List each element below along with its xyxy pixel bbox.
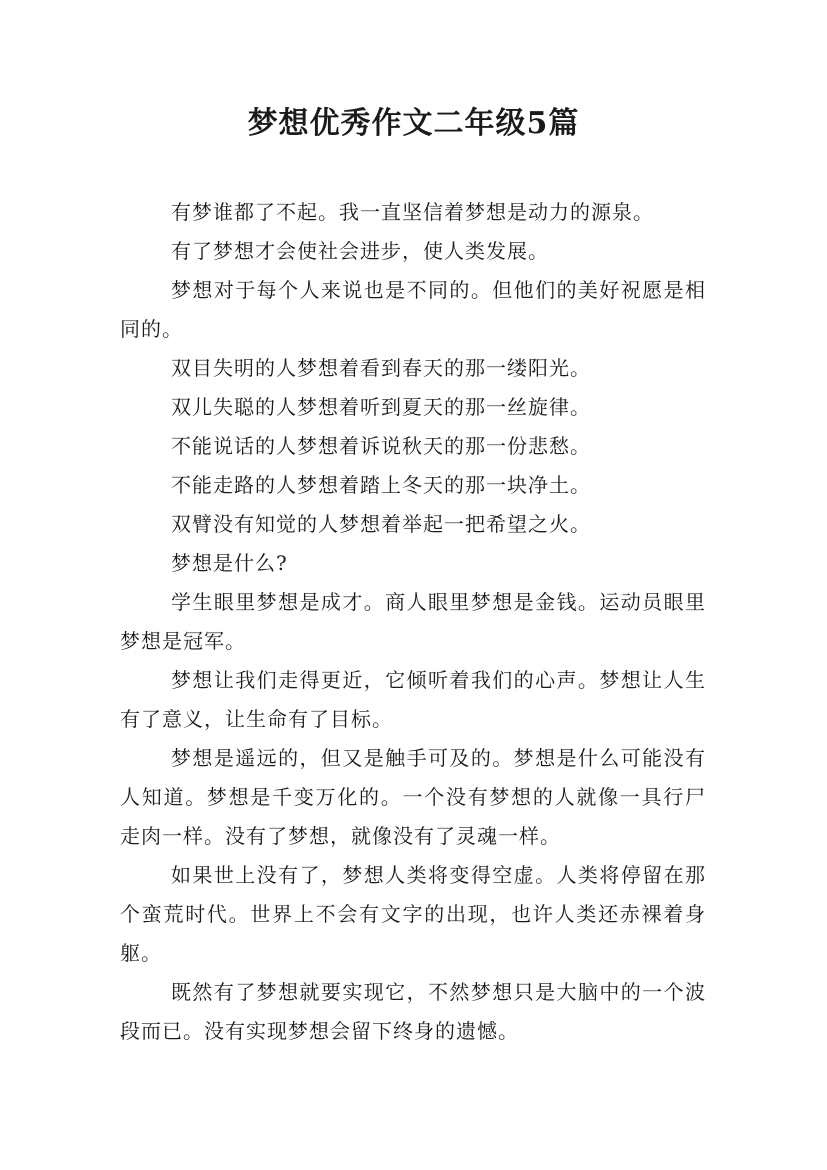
paragraph: 学生眼里梦想是成才。商人眼里梦想是金钱。运动员眼里梦想是冠军。 <box>120 590 706 653</box>
page-title: 梦想优秀作文二年级5篇 <box>247 106 580 141</box>
paragraph: 不能说话的人梦想着诉说秋天的那一份悲愁。 <box>171 434 591 458</box>
article-body <box>120 193 706 1051</box>
paragraph: 梦想对于每个人来说也是不同的。但他们的美好祝愿是相同的。 <box>120 278 706 341</box>
paragraph: 有梦谁都了不起。我一直坚信着梦想是动力的源泉。 <box>171 200 654 224</box>
paragraph: 如果世上没有了，梦想人类将变得空虚。人类将停留在那个蛮荒时代。世界上不会有文字的出现，也许人类还赤裸着身躯。 <box>120 863 706 965</box>
paragraph: 既然有了梦想就要实现它，不然梦想只是大脑中的一个波段而已。没有实现梦想会留下终身的遗憾。 <box>120 980 706 1043</box>
paragraph: 双目失明的人梦想着看到春天的那一缕阳光。 <box>171 356 591 380</box>
paragraph: 双臂没有知觉的人梦想着举起一把希望之火。 <box>171 512 591 536</box>
paragraph: 有了梦想才会使社会进步，使人类发展。 <box>171 239 549 263</box>
paragraph: 双儿失聪的人梦想着听到夏天的那一丝旋律。 <box>171 395 591 419</box>
paragraph: 梦想是遥远的，但又是触手可及的。梦想是什么可能没有人知道。梦想是千变万化的。一个没有梦想的人就像一具行尸走肉一样。没有了梦想，就像没有了灵魂一样。 <box>120 746 706 848</box>
paragraph: 梦想让我们走得更近，它倾听着我们的心声。梦想让人生有了意义，让生命有了目标。 <box>120 668 706 731</box>
paragraph: 梦想是什么? <box>171 551 288 575</box>
paragraph: 不能走路的人梦想着踏上冬天的那一块净土。 <box>171 473 591 497</box>
